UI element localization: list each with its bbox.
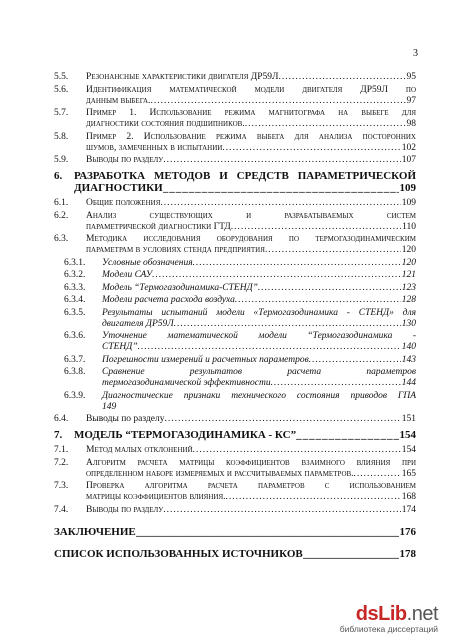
dot-leader <box>222 143 400 154</box>
dot-leader <box>235 295 401 306</box>
dot-leader <box>231 222 401 233</box>
dot-leader <box>174 319 401 330</box>
entry-number: 6.3.9. <box>64 390 86 401</box>
entry-title <box>102 258 416 269</box>
toc-entry <box>54 481 416 503</box>
entry-title <box>86 198 416 209</box>
entry-title-text: Метод малых отклонений <box>86 445 193 455</box>
entry-title-line <box>86 96 416 107</box>
entry-title-text: СТЕНД” <box>102 342 138 352</box>
entry-title-text: Общие положения <box>86 198 161 208</box>
entry-page: 140 <box>401 342 416 352</box>
entry-number: 7.3. <box>54 481 69 491</box>
entry-title-line <box>86 445 416 456</box>
entry-title-line <box>102 342 416 353</box>
entry-title-line <box>102 283 416 294</box>
entry-number: 7. <box>54 429 63 441</box>
entry-title-line: Идентификация математической модели двигателя ДР59Л по <box>86 84 416 95</box>
toc-subentry <box>54 331 416 353</box>
toc-subentry <box>54 270 416 281</box>
dot-leader <box>258 283 401 294</box>
entry-title-text: ДИАГНОСТИКИ <box>74 182 163 194</box>
entry-title <box>102 355 416 366</box>
entry-number: 5.8. <box>54 131 69 142</box>
entry-title <box>74 429 416 441</box>
logo-brand-dot: .net <box>406 603 438 625</box>
entry-number: 6.2. <box>54 210 69 221</box>
dot-leader <box>160 198 400 209</box>
logo-tagline: библиотека диссертаций <box>339 624 438 634</box>
entry-title-line: Результаты испытаний модели «Термогазодинамика - СТЕНД» для <box>102 307 416 318</box>
entry-title-line <box>102 258 416 269</box>
entry-title-text: двигателя ДР59Л <box>102 318 174 329</box>
entry-title-line <box>86 198 416 209</box>
entry-title-line <box>74 182 416 194</box>
entry-title-line <box>102 378 416 389</box>
entry-title-text: Модели расчета расхода воздуха <box>102 295 235 305</box>
toc-entry <box>54 505 416 516</box>
dot-leader <box>296 429 398 441</box>
entry-title-line: Пример 1. Использование режима магнитографа на выбеге для <box>86 108 416 118</box>
entry-title-line <box>86 505 416 516</box>
dot-leader <box>163 182 399 194</box>
dot-leader <box>271 378 401 389</box>
entry-number: 6.3.1. <box>64 257 86 268</box>
entry-title <box>102 270 416 281</box>
toc-entry <box>54 72 416 83</box>
entry-page: 102 <box>401 142 416 153</box>
entry-number: 5.6. <box>54 84 69 95</box>
toc-entry <box>54 155 416 166</box>
dot-leader <box>152 270 401 281</box>
toc-entry <box>54 445 416 456</box>
entry-title <box>86 155 416 166</box>
entry-title-line: РАЗРАБОТКА МЕТОДОВ И СРЕДСТВ ПАРАМЕТРИЧЕСКОЙ <box>74 170 416 182</box>
toc-subentry <box>54 355 416 366</box>
entry-number: 6.3.8. <box>64 367 86 377</box>
dot-leader <box>165 414 401 425</box>
entry-page: 165 <box>401 468 416 479</box>
entry-number: 6.3.3. <box>64 282 86 293</box>
table-of-contents <box>54 72 416 560</box>
toc-entry <box>54 198 416 209</box>
entry-title-text: Выводы по разделу <box>86 414 165 424</box>
entry-title-text: Модель “Термогазодинамика-СТЕНД” <box>102 282 258 293</box>
entry-page: 110 <box>402 221 416 232</box>
entry-title-line <box>102 319 416 330</box>
entry-title <box>102 391 416 413</box>
entry-title-line <box>86 72 416 83</box>
entry-page: 144 <box>401 378 416 388</box>
entry-page: 130 <box>401 318 416 329</box>
entry-number: 6. <box>54 170 63 182</box>
references-heading <box>54 548 416 560</box>
entry-page: 143 <box>401 354 416 365</box>
entry-page: 154 <box>401 445 416 455</box>
entry-title-text: шумов, замеченных в испытании <box>86 142 223 153</box>
entry-number: 6.3.5. <box>64 307 86 318</box>
entry-title <box>74 170 416 194</box>
entry-title-line <box>74 429 416 441</box>
entry-title <box>102 295 416 306</box>
entry-title <box>102 331 416 353</box>
page-number: 3 <box>413 48 418 59</box>
chapter-heading <box>54 429 416 441</box>
toc-subentry <box>54 283 416 294</box>
entry-title-text: Погрешности измерений и расчетных параметров <box>102 354 309 365</box>
entry-title <box>86 458 416 480</box>
entry-title-line: Алгоритм расчета матрицы коэффициентов взаимного влияния при <box>86 457 416 468</box>
entry-page: 95 <box>406 72 416 82</box>
toc-entry <box>54 414 416 425</box>
entry-number: 6.3.2. <box>64 270 86 280</box>
entry-title-text: матрицы коэффициентов влияния. <box>86 492 226 502</box>
entry-title-line <box>102 355 416 366</box>
dot-leader <box>136 526 399 538</box>
entry-number: 5.9. <box>54 155 69 165</box>
entry-title <box>86 414 416 425</box>
entry-title-text: данным выбега. <box>86 95 151 106</box>
conclusion-heading <box>54 526 416 538</box>
entry-page: 168 <box>401 492 416 502</box>
entry-number: 5.5. <box>54 72 69 82</box>
entry-title-line <box>102 295 416 306</box>
entry-title <box>102 283 416 294</box>
toc-subentry <box>54 295 416 306</box>
entry-title-text: ЗАКЛЮЧЕНИЕ <box>54 525 136 538</box>
entry-title-line <box>54 548 416 560</box>
entry-page: 109 <box>401 198 416 208</box>
entry-number: 6.3. <box>54 234 69 244</box>
toc-entry <box>54 85 416 107</box>
entry-page: 154 <box>399 429 416 441</box>
entry-page: 128 <box>401 295 416 305</box>
entry-title-line <box>54 526 416 538</box>
dot-leader <box>309 355 401 366</box>
dot-leader <box>193 258 401 269</box>
toc-subentry <box>54 391 416 413</box>
entry-title-line <box>86 222 416 233</box>
entry-title <box>102 367 416 389</box>
entry-title <box>102 308 416 330</box>
entry-title-text: СПИСОК ИСПОЛЬЗОВАННЫХ ИСТОЧНИКОВ <box>54 547 303 560</box>
toc-subentry <box>54 367 416 389</box>
entry-title-text: Модели САУ <box>102 270 153 280</box>
entry-title-line <box>86 155 416 166</box>
entry-page: 123 <box>401 282 416 293</box>
entry-title-text: МОДЕЛЬ “ТЕРМОГАЗОДИНАМИКА - КС” <box>74 429 297 441</box>
toc-subentry <box>54 308 416 330</box>
entry-title-line: Анализ существующих и разрабатываемых систем <box>86 210 416 221</box>
entry-title-line <box>102 402 416 413</box>
entry-number: 6.3.7. <box>64 354 86 365</box>
entry-title-line <box>86 119 416 130</box>
entry-title-line <box>86 492 416 503</box>
toc-entry <box>54 211 416 233</box>
entry-number: 6.1. <box>54 198 69 208</box>
dot-leader <box>265 245 401 256</box>
dot-leader <box>138 342 401 353</box>
dot-leader <box>163 155 401 166</box>
dslib-logo <box>338 603 438 637</box>
logo-brand-main: dsLib <box>355 603 407 625</box>
entry-number: 7.1. <box>54 445 69 455</box>
entry-title-line: Проверка алгоритма расчета параметров с использованием <box>86 481 416 491</box>
entry-title-text: параметрической диагностики ГТД <box>86 221 231 232</box>
entry-title-text: 149 <box>102 401 117 412</box>
entry-title <box>86 481 416 503</box>
dot-leader <box>354 469 401 480</box>
entry-title <box>86 211 416 233</box>
entry-title-line: Методика исследования оборудования по термогазодинамическим <box>86 234 416 244</box>
entry-number: 6.3.6. <box>64 331 86 341</box>
entry-title-line: Уточнение математической модели “Термогазодинамика - <box>102 331 416 341</box>
entry-page: 178 <box>399 547 416 560</box>
entry-title-text: Условные обозначения <box>102 257 193 268</box>
entry-number: 5.7. <box>54 108 69 118</box>
entry-title-line <box>86 469 416 480</box>
entry-number: 7.2. <box>54 457 69 468</box>
entry-page: 120 <box>401 245 416 255</box>
entry-title-text: определенном наборе измеряемых и рассчитываемых параметров. <box>86 468 354 479</box>
entry-title-text: параметрам в условиях стенда предприятия <box>86 245 265 255</box>
entry-title-line: Сравнение результатов расчета параметров <box>102 367 416 377</box>
dot-leader <box>303 548 399 560</box>
dot-leader <box>150 96 405 107</box>
entry-title <box>86 72 416 83</box>
entry-title-text: Выводы по разделу <box>86 504 164 515</box>
entry-page: 98 <box>406 119 416 129</box>
dot-leader <box>163 505 401 516</box>
toc-subentry <box>54 258 416 269</box>
entry-number: 7.4. <box>54 504 69 515</box>
entry-title-line <box>102 270 416 281</box>
chapter-heading <box>54 170 416 194</box>
toc-entry <box>54 234 416 256</box>
entry-page: 151 <box>401 414 416 424</box>
entry-title-text: термогазодинамической эффективности <box>102 378 271 388</box>
dot-leader <box>226 492 401 503</box>
toc-entry <box>54 132 416 154</box>
dot-leader <box>193 445 401 456</box>
entry-title-text: Резонансные характеристики двигателя ДР59Л <box>86 72 279 82</box>
entry-title-line <box>86 245 416 256</box>
entry-title-line: Пример 2. Использование режима выбега для анализа посторонних <box>86 131 416 142</box>
entry-title-line <box>86 143 416 154</box>
entry-title <box>86 85 416 107</box>
entry-page: 121 <box>401 270 416 280</box>
entry-title <box>86 234 416 256</box>
entry-page: 97 <box>406 95 416 106</box>
dot-leader <box>278 72 405 83</box>
entry-title <box>86 445 416 456</box>
entry-title <box>86 108 416 130</box>
entry-title-text: Выводы по разделу <box>86 155 164 165</box>
entry-title <box>86 132 416 154</box>
entry-page: 176 <box>399 525 416 538</box>
entry-title-line <box>86 414 416 425</box>
dot-leader <box>245 119 406 130</box>
entry-number: 6.4. <box>54 414 69 424</box>
entry-title-line: Диагностические признаки технического состояния приводов ГПА <box>102 390 416 401</box>
entry-page: 109 <box>399 182 416 194</box>
entry-title <box>86 505 416 516</box>
entry-title-text: диагностики состояния подшипников. <box>86 119 245 129</box>
toc-entry <box>54 108 416 130</box>
entry-page: 107 <box>401 155 416 165</box>
entry-number: 6.3.4. <box>64 295 86 305</box>
entry-page: 174 <box>401 504 416 515</box>
entry-page: 120 <box>401 257 416 268</box>
toc-entry <box>54 458 416 480</box>
